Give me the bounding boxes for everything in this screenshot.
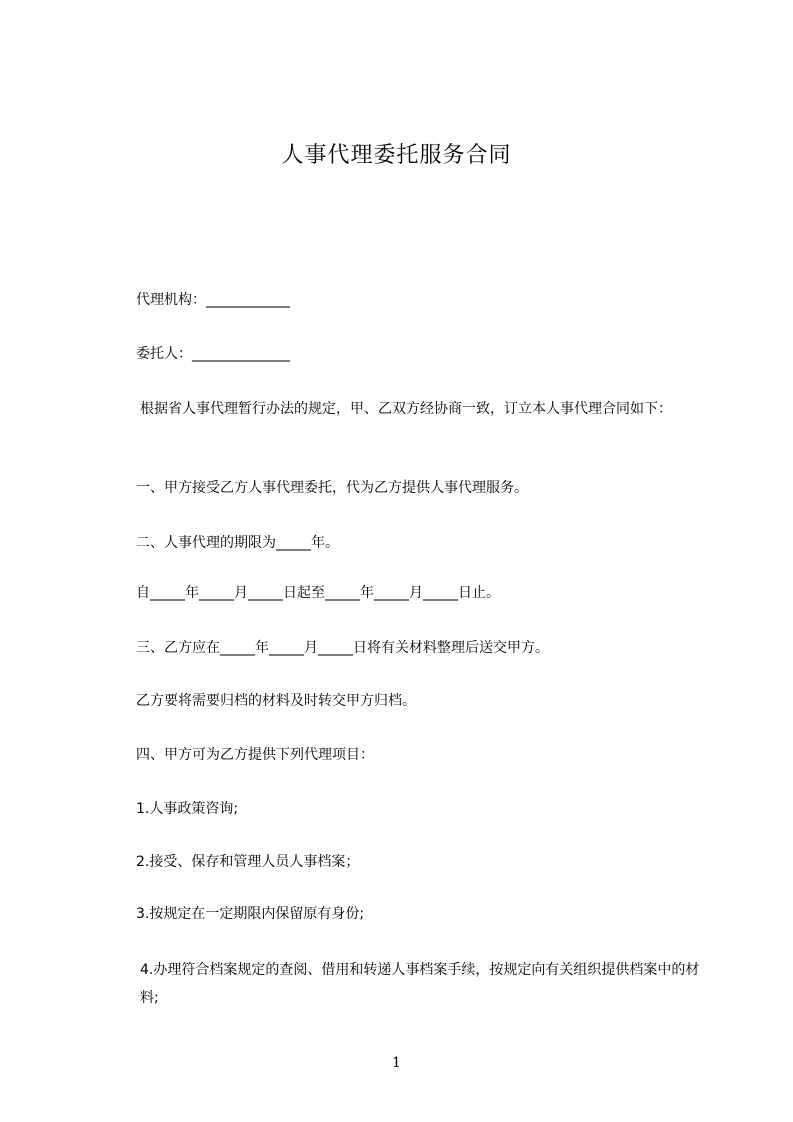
clause-2: 二、人事代理的期限为_____年。 bbox=[136, 535, 339, 551]
item-3: 3.按规定在一定期限内保留原有身份; bbox=[136, 906, 365, 922]
item-4: 4.办理符合档案规定的查阅、借用和转递人事档案手续，按规定向有关组织提供档案中的材料; bbox=[140, 962, 700, 1006]
agency-line: 代理机构：____________ bbox=[136, 292, 290, 308]
item-1: 1.人事政策咨询; bbox=[136, 801, 239, 817]
clause-2-period: 自_____年_____月_____日起至_____年_____月_____日止。 bbox=[136, 585, 500, 601]
client-line: 委托人：______________ bbox=[136, 346, 290, 362]
clause-3: 三、乙方应在_____年_____月_____日将有关材料整理后送交甲方。 bbox=[136, 640, 549, 656]
clause-1: 一、甲方接受乙方人事代理委托，代为乙方提供人事代理服务。 bbox=[136, 480, 528, 496]
preamble-paragraph: 根据省人事代理暂行办法的规定，甲、乙双方经协商一致，订立本人事代理合同如下： bbox=[140, 401, 672, 417]
page-number: 1 bbox=[392, 1055, 401, 1071]
item-2: 2.接受、保存和管理人员人事档案； bbox=[136, 854, 360, 870]
clause-3-archive: 乙方要将需要归档的材料及时转交甲方归档。 bbox=[136, 693, 416, 709]
document-title: 人事代理委托服务合同 bbox=[281, 143, 512, 168]
clause-4: 四、甲方可为乙方提供下列代理项目： bbox=[136, 747, 374, 763]
